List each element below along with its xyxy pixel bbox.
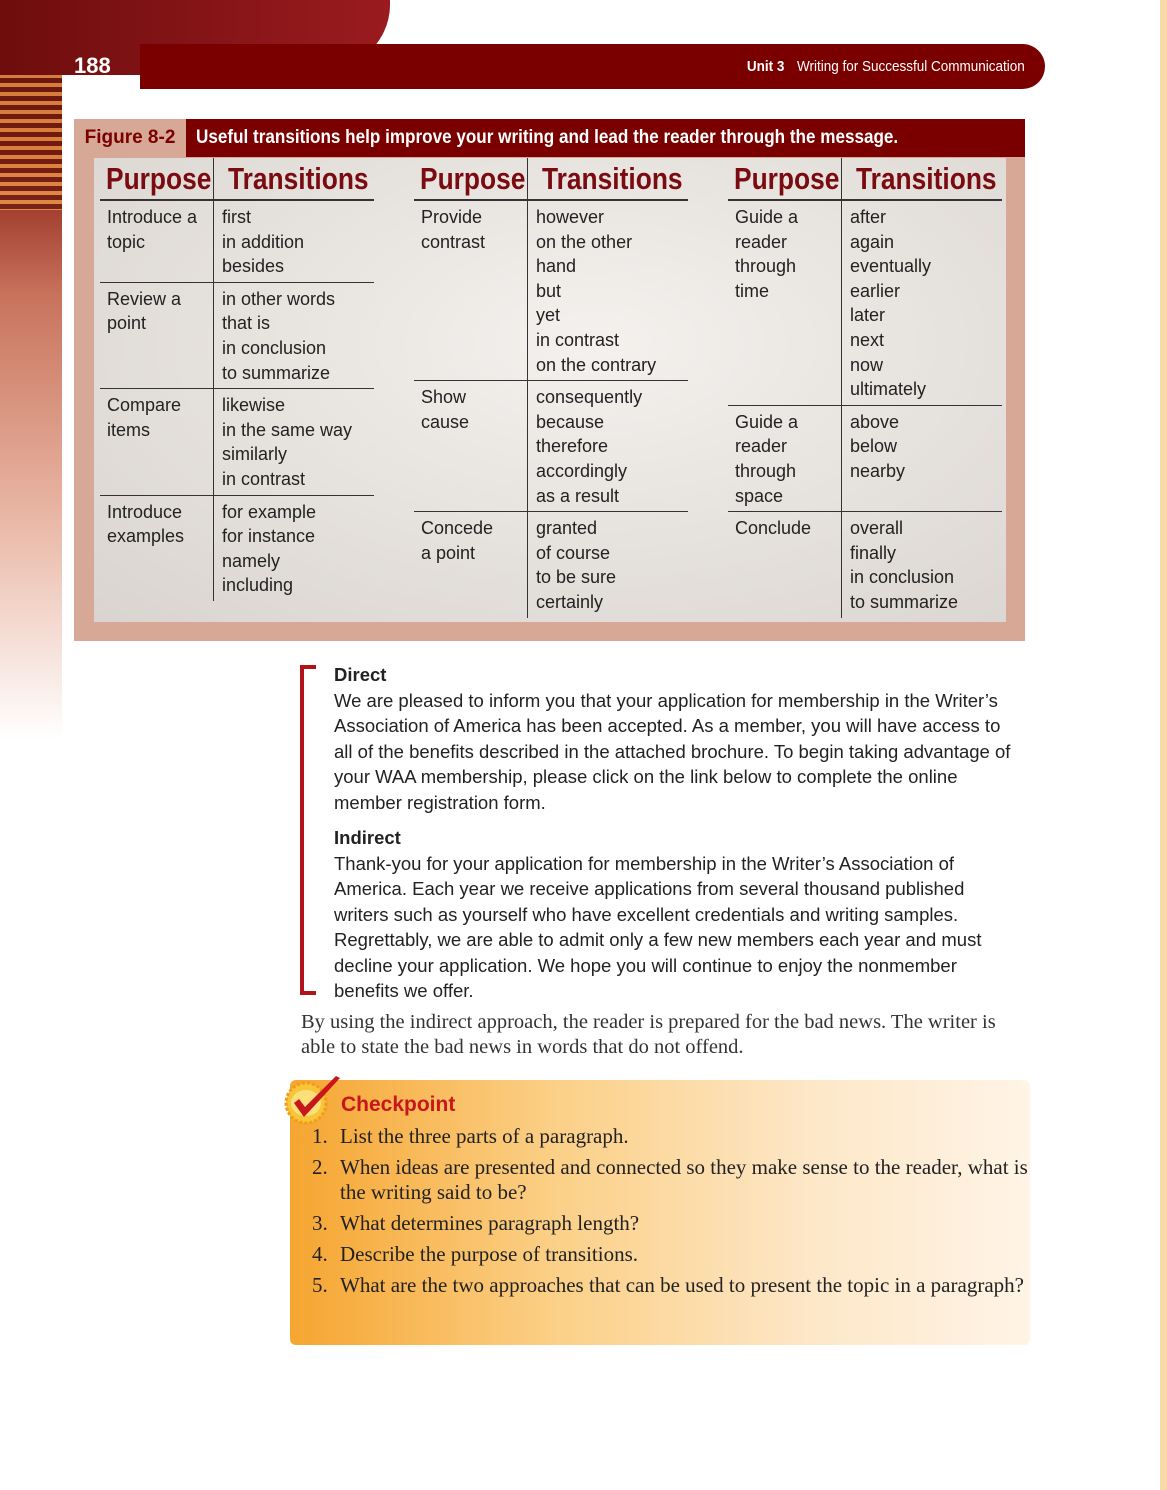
figure-title-text: Useful transitions help improve your writing and lead the reader through the message.: [196, 127, 899, 148]
transitions-header-text: Transitions: [542, 161, 683, 196]
purpose-line: space: [735, 485, 784, 506]
transition-word: in conclusion: [850, 567, 955, 588]
transition-word: however: [536, 207, 605, 227]
transition-word: that is: [222, 313, 271, 334]
purpose-header-text: Purpose: [420, 161, 526, 196]
transitions-cell: [214, 496, 316, 601]
table-row: [100, 389, 374, 495]
table-row: [414, 512, 688, 617]
purpose-line: Conclude: [735, 518, 812, 539]
purpose-line: time: [735, 280, 770, 301]
purpose-cell: [414, 201, 528, 380]
purpose-line: items: [107, 419, 151, 440]
transition-word: after: [850, 207, 887, 227]
purpose-cell: [100, 496, 214, 601]
transition-word: likewise: [222, 395, 286, 416]
question-number: 1.: [312, 1124, 328, 1148]
body-paragraph: By using the indirect approach, the reader is prepared for the bad news. The writer is able to state the bad news in words that do not offend.: [301, 1011, 996, 1058]
purpose-line: Show: [421, 387, 467, 408]
transition-word: yet: [536, 305, 561, 326]
figure-caption: [74, 119, 1025, 157]
transitions-header-text: Transitions: [856, 161, 997, 196]
checkpoint-question: [312, 1242, 1032, 1267]
transition-word: again: [850, 231, 895, 252]
transitions-header: [528, 158, 707, 199]
purpose-header: [728, 158, 842, 199]
transition-word: to summarize: [850, 591, 959, 612]
purpose-line: a point: [421, 542, 476, 563]
checkmark-icon: [280, 1075, 342, 1125]
purpose-line: Concede: [421, 518, 494, 539]
figure-label: Figure 8-2: [74, 119, 186, 157]
transition-word: nearby: [850, 460, 906, 481]
letter-examples: [334, 662, 1014, 1014]
purpose-header-text: Purpose: [734, 161, 840, 196]
transitions-cell: [528, 512, 616, 617]
table-row: [414, 381, 688, 512]
transition-word: for instance: [222, 526, 316, 547]
transition-word: earlier: [850, 280, 901, 301]
transitions-cell: [842, 512, 958, 617]
purpose-cell: [100, 201, 214, 282]
figure-title: [186, 119, 1025, 157]
transitions-cell: [842, 406, 905, 511]
purpose-cell: [100, 389, 214, 494]
table-row: [728, 406, 1002, 512]
table-header: [100, 158, 374, 201]
question-number: 4.: [312, 1242, 328, 1266]
transition-word: in contrast: [222, 468, 306, 489]
table-row: [728, 201, 1002, 406]
transition-word: first: [222, 207, 251, 227]
purpose-line: Provide: [421, 207, 483, 227]
transition-word: ultimately: [850, 379, 927, 400]
purpose-line: Guide a: [735, 207, 799, 227]
purpose-line: topic: [107, 231, 146, 252]
purpose-cell: [728, 512, 842, 617]
transition-word: overall: [850, 518, 904, 539]
purpose-line: reader: [735, 231, 788, 252]
purpose-line: through: [735, 256, 797, 277]
question-text: When ideas are presented and connected so they make sense to the reader, what is the writing said to be?: [340, 1155, 1028, 1204]
purpose-line: contrast: [421, 231, 486, 252]
purpose-cell: [100, 283, 214, 388]
purpose-cell: [414, 512, 528, 617]
purpose-line: Compare: [107, 395, 182, 416]
question-text: What determines paragraph length?: [340, 1211, 640, 1235]
transition-word: including: [222, 575, 294, 596]
transition-group: [100, 158, 374, 601]
transition-word: on the other: [536, 231, 633, 252]
question-text: List the three parts of a paragraph.: [340, 1124, 629, 1148]
transition-word: in other words: [222, 288, 336, 309]
transitions-cell: [214, 283, 335, 388]
transition-word: granted: [536, 518, 598, 539]
page-number: 188: [74, 53, 111, 78]
checkpoint-question: [312, 1273, 1032, 1298]
checkpoint-question: [312, 1124, 1032, 1149]
example-bracket: [300, 665, 316, 995]
transitions-header: [214, 158, 393, 199]
purpose-line: Guide a: [735, 411, 799, 432]
table-row: [100, 283, 374, 389]
transition-word: finally: [850, 542, 897, 563]
transitions-cell: [842, 201, 931, 405]
transition-word: therefore: [536, 436, 609, 457]
direct-heading: Direct: [334, 664, 387, 685]
purpose-cell: [414, 381, 528, 511]
transitions-cell: [528, 381, 642, 511]
purpose-line: Review a: [107, 288, 182, 309]
purpose-line: reader: [735, 436, 788, 457]
transition-word: accordingly: [536, 460, 628, 481]
table-row: [414, 201, 688, 381]
table-header: [414, 158, 688, 201]
transition-group: [728, 158, 1002, 618]
transition-word: as a result: [536, 485, 620, 506]
transitions-cell: [528, 201, 656, 380]
transition-word: similarly: [222, 444, 287, 465]
purpose-cell: [728, 406, 842, 511]
unit-label: Unit 3: [747, 58, 785, 75]
question-number: 5.: [312, 1273, 328, 1297]
transition-word: later: [850, 305, 886, 326]
transitions-cell: [214, 389, 352, 494]
purpose-header: [414, 158, 528, 199]
indirect-heading: Indirect: [334, 827, 401, 848]
transition-word: certainly: [536, 591, 604, 612]
transition-word: in conclusion: [222, 337, 327, 358]
direct-text: We are pleased to inform you that your application for membership in the Writer’s Association of America has been accepted. As a member, you will have access to all of the benefits described in the attached brochure. To begin taking advantage of your WAA membership, please click on the link below to complete the online member registration form.: [334, 689, 1011, 813]
transitions-cell: [214, 201, 304, 282]
transition-word: for example: [222, 501, 317, 522]
question-number: 2.: [312, 1155, 328, 1179]
purpose-line: Introduce: [107, 501, 183, 522]
transition-group: [414, 158, 688, 618]
transition-word: to summarize: [222, 362, 331, 383]
purpose-line: Introduce a: [107, 207, 198, 227]
transitions-header-text: Transitions: [228, 161, 369, 196]
page-edge: [1160, 0, 1167, 1490]
transition-word: below: [850, 436, 898, 457]
transition-word: to be sure: [536, 567, 617, 588]
checkpoint-question: [312, 1211, 1032, 1236]
transition-word: but: [536, 280, 562, 301]
question-text: What are the two approaches that can be used to present the topic in a paragraph?: [340, 1273, 1024, 1297]
purpose-line: examples: [107, 526, 185, 547]
running-header: [747, 58, 1025, 75]
checkpoint-questions: [312, 1124, 1032, 1304]
indirect-text: Thank-you for your application for membership in the Writer’s Association of America. Each year we receive applications from several thousand published writers such as yourself who have excellent credentials and writing samples. Regrettably, we are able to admit only a few new members each year and must decline your application. We hope you will continue to enjoy the nonmember benefits we offer.: [334, 852, 982, 1001]
transitions-header: [842, 158, 1021, 199]
transition-word: now: [850, 354, 884, 375]
question-number: 3.: [312, 1211, 328, 1235]
purpose-cell: [728, 201, 842, 405]
transition-word: besides: [222, 256, 285, 277]
transition-word: namely: [222, 550, 281, 571]
purpose-line: through: [735, 460, 797, 481]
transition-word: because: [536, 411, 605, 432]
table-row: [100, 496, 374, 601]
transition-word: hand: [536, 256, 577, 277]
checkpoint-title: Checkpoint: [341, 1093, 456, 1116]
decorative-photo-strip: [0, 0, 62, 740]
transition-word: in contrast: [536, 329, 620, 350]
transition-word: consequently: [536, 387, 643, 408]
transition-word: above: [850, 411, 900, 432]
table-header: [728, 158, 1002, 201]
unit-title: Writing for Successful Communication: [797, 58, 1025, 75]
transition-word: in the same way: [222, 419, 353, 440]
question-text: Describe the purpose of transitions.: [340, 1242, 639, 1266]
purpose-line: point: [107, 313, 147, 334]
transition-word: in addition: [222, 231, 305, 252]
purpose-header: [100, 158, 214, 199]
checkpoint-question: [312, 1155, 1032, 1205]
transition-word: on the contrary: [536, 354, 657, 375]
purpose-header-text: Purpose: [106, 161, 212, 196]
transition-word: eventually: [850, 256, 932, 277]
table-row: [100, 201, 374, 283]
table-row: [728, 512, 1002, 617]
transition-word: next: [850, 329, 885, 350]
purpose-line: cause: [421, 411, 470, 432]
transition-word: of course: [536, 542, 611, 563]
